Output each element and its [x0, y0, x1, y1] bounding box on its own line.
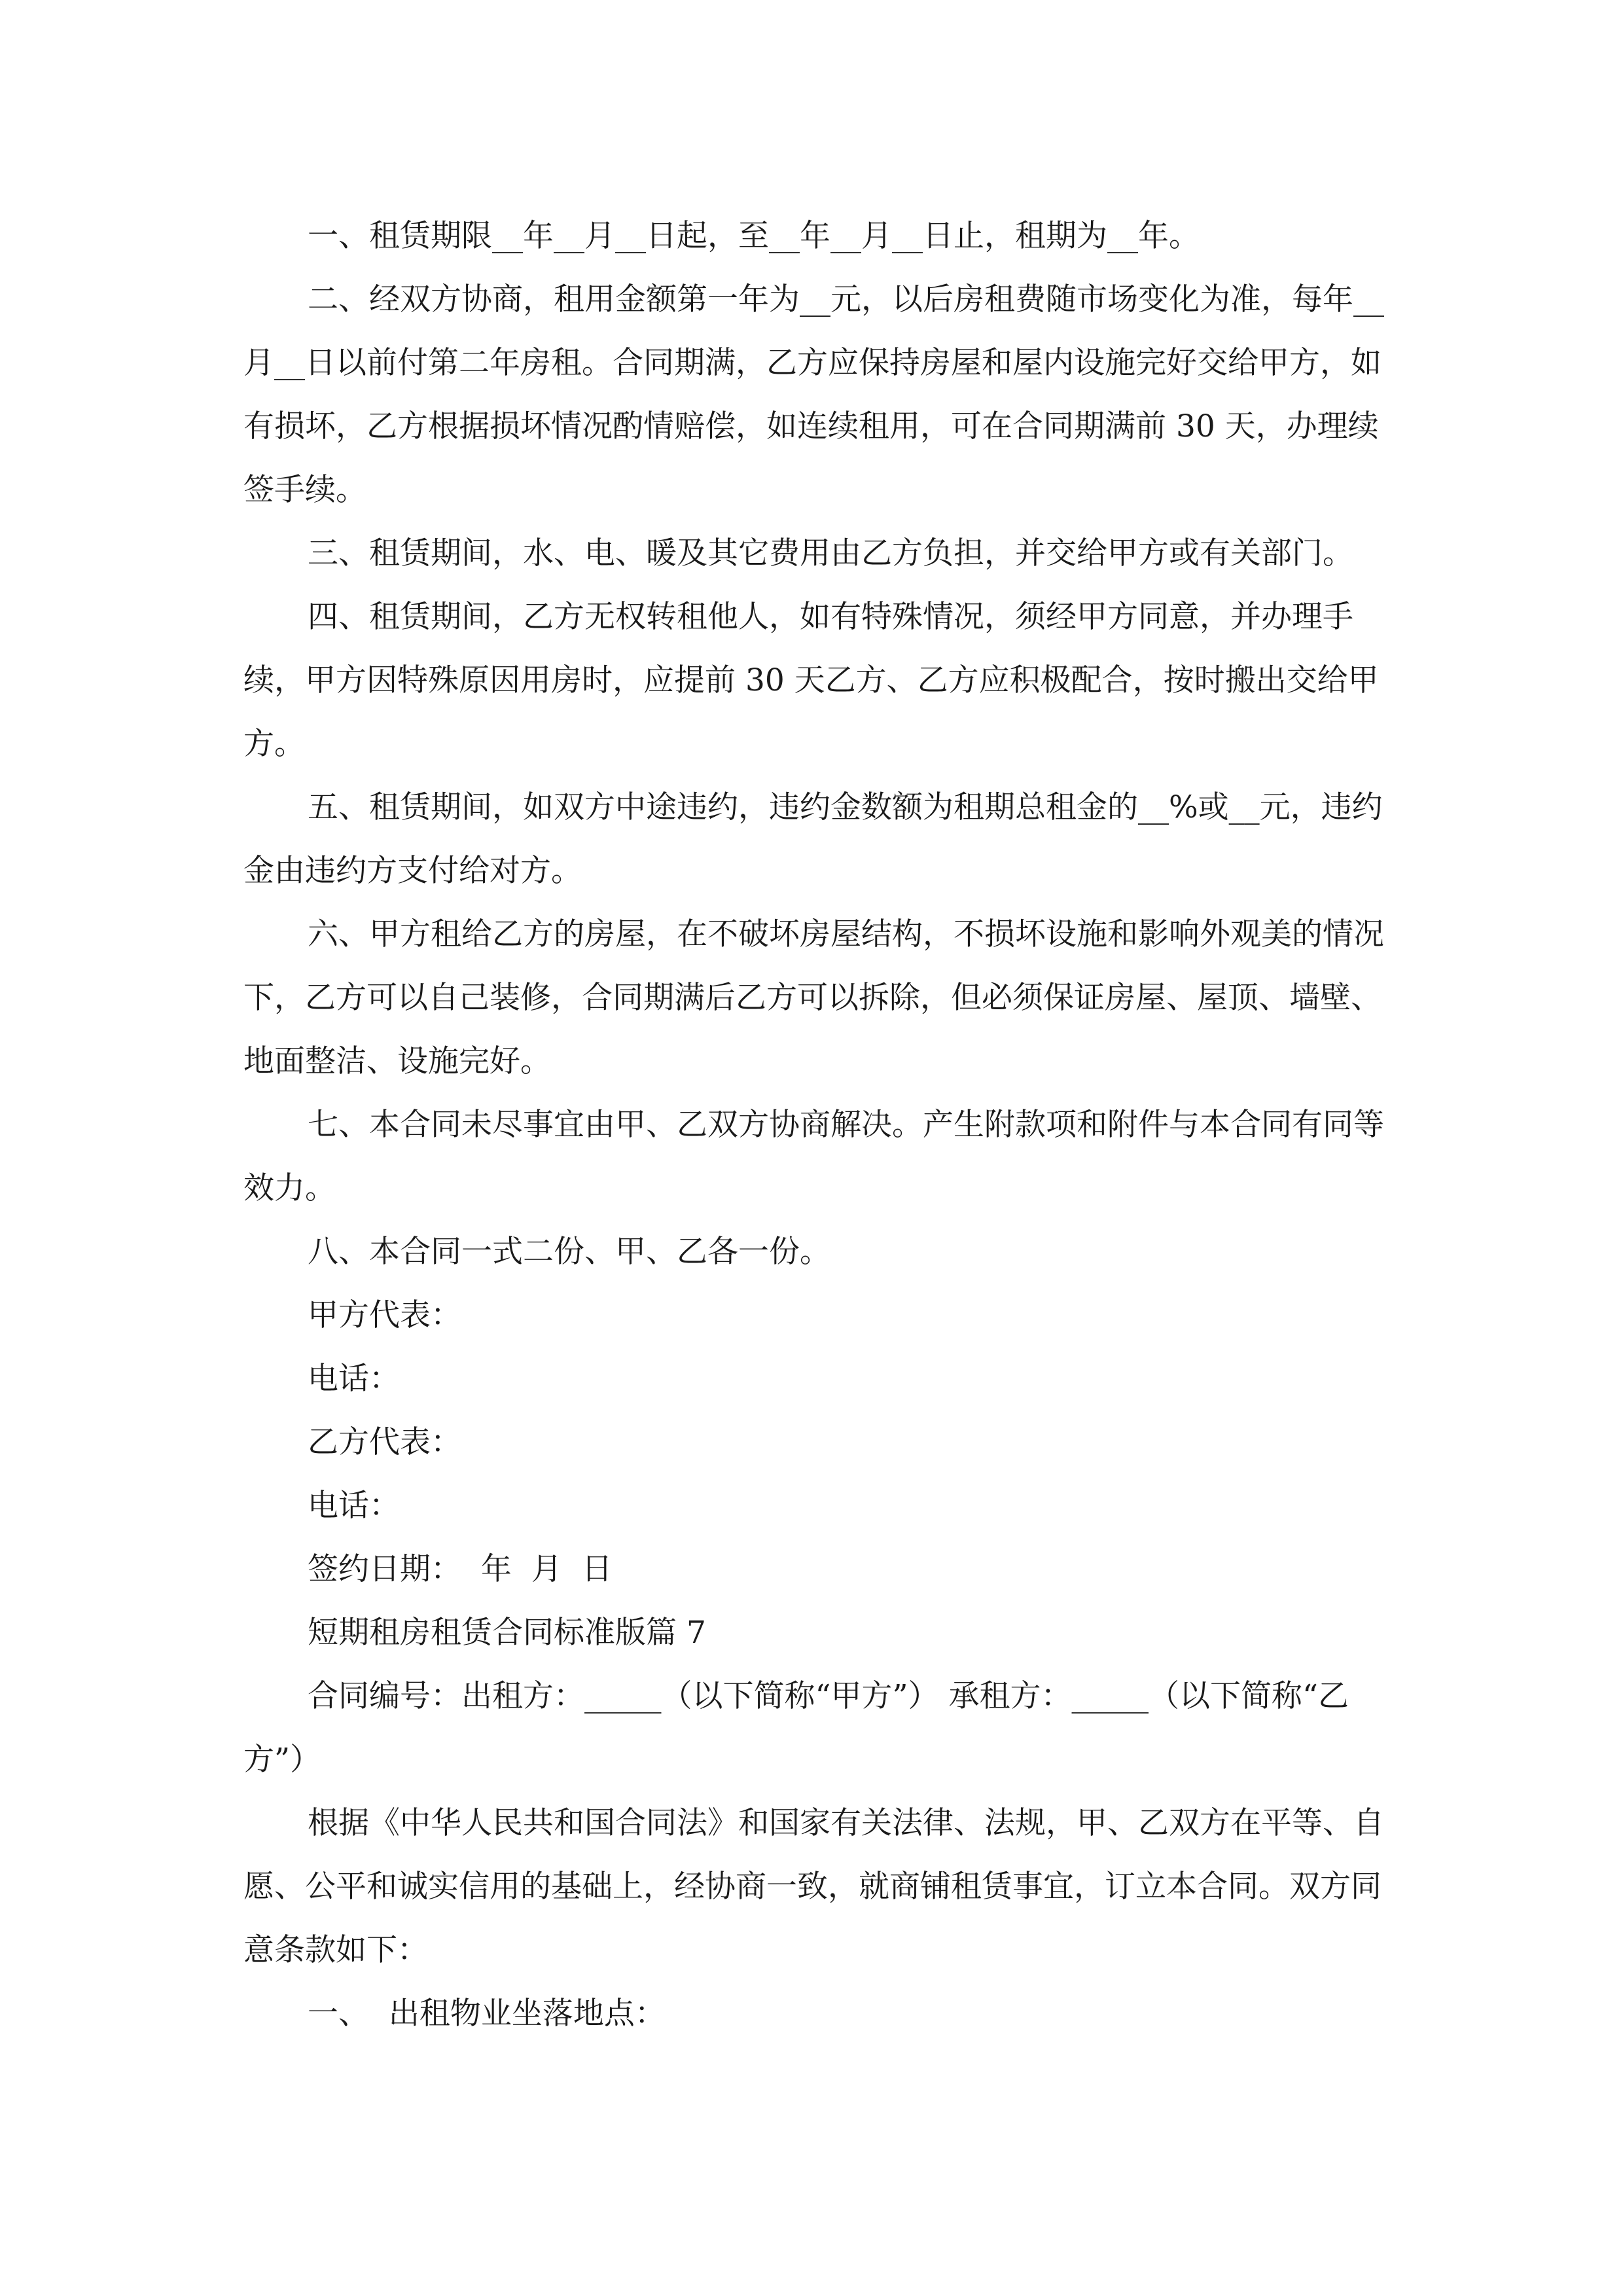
- contract-no: 合同编号：出租方：_____（以下简称“甲方”） 承租方：_____（以下简称“乙方”）: [243, 1678, 1349, 1778]
- property-location: 一、 出租物业坐落地点：: [308, 1996, 666, 2032]
- sign-date: 签约日期： 年 月 日: [308, 1551, 613, 1587]
- clause-5-breach: 五、租赁期间，如双方中途违约，违约金数额为租期总租金的__%或__元，违约金由违约方支付给对方。: [243, 789, 1383, 889]
- basis: 根据《中华人民共和国合同法》和国家有关法律、法规，甲、乙双方在平等、自愿、公平和诚实信用的基础上，经协商一致，就商铺租赁事宜，订立本合同。双方同意条款如下：: [243, 1805, 1384, 1968]
- clause-1-term: 一、租赁期限__年__月__日起，至__年__月__日止，租期为__年。: [308, 218, 1200, 254]
- clause-3-fees: 三、租赁期间，水、电、暖及其它费用由乙方负担，并交给甲方或有关部门。: [308, 535, 1353, 571]
- clause-7-misc: 七、本合同未尽事宜由甲、乙双方协商解决。产生附款项和附件与本合同有同等效力。: [243, 1107, 1384, 1206]
- party-a-phone: 电话：: [308, 1361, 400, 1397]
- clause-2-rent: 二、经双方协商，租用金额第一年为__元，以后房租费随市场变化为准，每年__月__日以前付第二年房租。合同期满，乙方应保持房屋和屋内设施完好交给甲方，如有损坏，乙方根据损坏情况酌情赔偿，如连续租用，可在合同期满前 30 天，办理续签手续。: [243, 281, 1384, 508]
- clause-8-copies: 八、本合同一式二份、甲、乙各一份。: [308, 1234, 830, 1270]
- document-body: [243, 204, 1389, 2045]
- party-b-phone: 电话：: [308, 1488, 400, 1524]
- party-b-rep: 乙方代表：: [308, 1424, 461, 1460]
- clause-6-renovation: 六、甲方租给乙方的房屋，在不破坏房屋结构，不损坏设施和影响外观美的情况下，乙方可以自己装修，合同期满后乙方可以拆除，但必须保证房屋、屋顶、墙壁、地面整洁、设施完好。: [243, 916, 1384, 1079]
- party-a-rep: 甲方代表：: [308, 1297, 461, 1333]
- section-title: 短期租房租赁合同标准版篇 7: [308, 1615, 706, 1651]
- clause-4-sublet: 四、租赁期间，乙方无权转租他人，如有特殊情况，须经甲方同意，并办理手续，甲方因特殊原因用房时，应提前 30 天乙方、乙方应积极配合，按时搬出交给甲方。: [243, 599, 1379, 762]
